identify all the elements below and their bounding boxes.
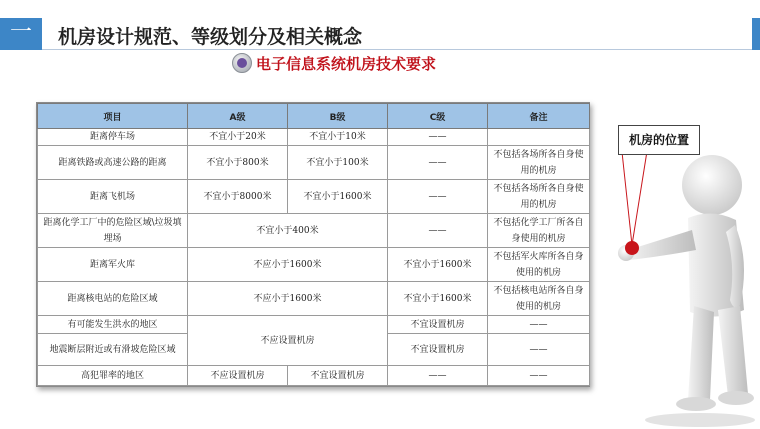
pointer-line [632,145,648,245]
cell-item: 地震断层附近或有滑坡危险区域 [38,334,188,366]
cell-note: 不包括各场所各自身使用的机房 [488,180,590,214]
cell-note: 不包括军火库所各自身使用的机房 [488,248,590,282]
cell-note: 不包括核电站所各自身使用的机房 [488,282,590,316]
header-bar [0,0,760,52]
cell-item: 有可能发生洪水的地区 [38,316,188,334]
cell-a: 不宜小于20米 [188,129,288,146]
cell-c: 不宜设置机房 [388,334,488,366]
cell-a: 不宜小于800米 [188,146,288,180]
cell-note: 不包括各场所各自身使用的机房 [488,146,590,180]
cell-item: 距离飞机场 [38,180,188,214]
page-title: 机房设计规范、等级划分及相关概念 [58,26,363,48]
cell-ab: 不应小于1600米 [188,248,388,282]
header-b: B级 [288,104,388,129]
cell-a: 不宜小于8000米 [188,180,288,214]
subtitle: 电子信息系统机房技术要求 [256,55,437,73]
cell-item: 距离化学工厂中的危险区域\垃圾填埋场 [38,214,188,248]
pointer-ball [625,241,639,255]
cell-note: —— [488,316,590,334]
cell-c: —— [388,180,488,214]
disc-icon [232,53,252,73]
header-divider [42,49,752,50]
header-item: 项目 [38,104,188,129]
section-number: 一 [0,18,42,50]
cell-c: —— [388,146,488,180]
cell-c: 不宜小于1600米 [388,248,488,282]
table-header-row [38,104,590,129]
header-a: A级 [188,104,288,129]
table-row [38,248,590,282]
cell-c: —— [388,129,488,146]
cell-item: 高犯罪率的地区 [38,366,188,386]
cell-b: 不宜小于1600米 [288,180,388,214]
cell-item: 距离铁路或高速公路的距离 [38,146,188,180]
cell-ab-merged: 不应设置机房 [188,316,388,366]
cell-item: 距离停车场 [38,129,188,146]
table-row [38,129,590,146]
cell-c: 不宜设置机房 [388,316,488,334]
table-row [38,146,590,180]
table-row [38,180,590,214]
table-row [38,366,590,386]
header-c: C级 [388,104,488,129]
cell-note: —— [488,334,590,366]
cell-c: 不宜小于1600米 [388,282,488,316]
cell-note: 不包括化学工厂所各自身使用的机房 [488,214,590,248]
table-row [38,316,590,334]
right-accent-tab [752,18,760,50]
cell-item: 距离核电站的危险区域 [38,282,188,316]
cell-b: 不宜设置机房 [288,366,388,386]
cell-note [488,129,590,146]
cell-ab: 不宜小于400米 [188,214,388,248]
cell-note: —— [488,366,590,386]
table-row [38,214,590,248]
pointer-line [622,152,632,245]
header-note: 备注 [488,104,590,129]
requirements-table [36,102,590,387]
cell-ab: 不应小于1600米 [188,282,388,316]
cell-b: 不宜小于100米 [288,146,388,180]
cell-c: —— [388,366,488,386]
cell-item: 距离军火库 [38,248,188,282]
table-row [38,282,590,316]
cell-b: 不宜小于10米 [288,129,388,146]
cell-c: —— [388,214,488,248]
cell-a: 不应设置机房 [188,366,288,386]
callout-box: 机房的位置 [618,125,700,155]
